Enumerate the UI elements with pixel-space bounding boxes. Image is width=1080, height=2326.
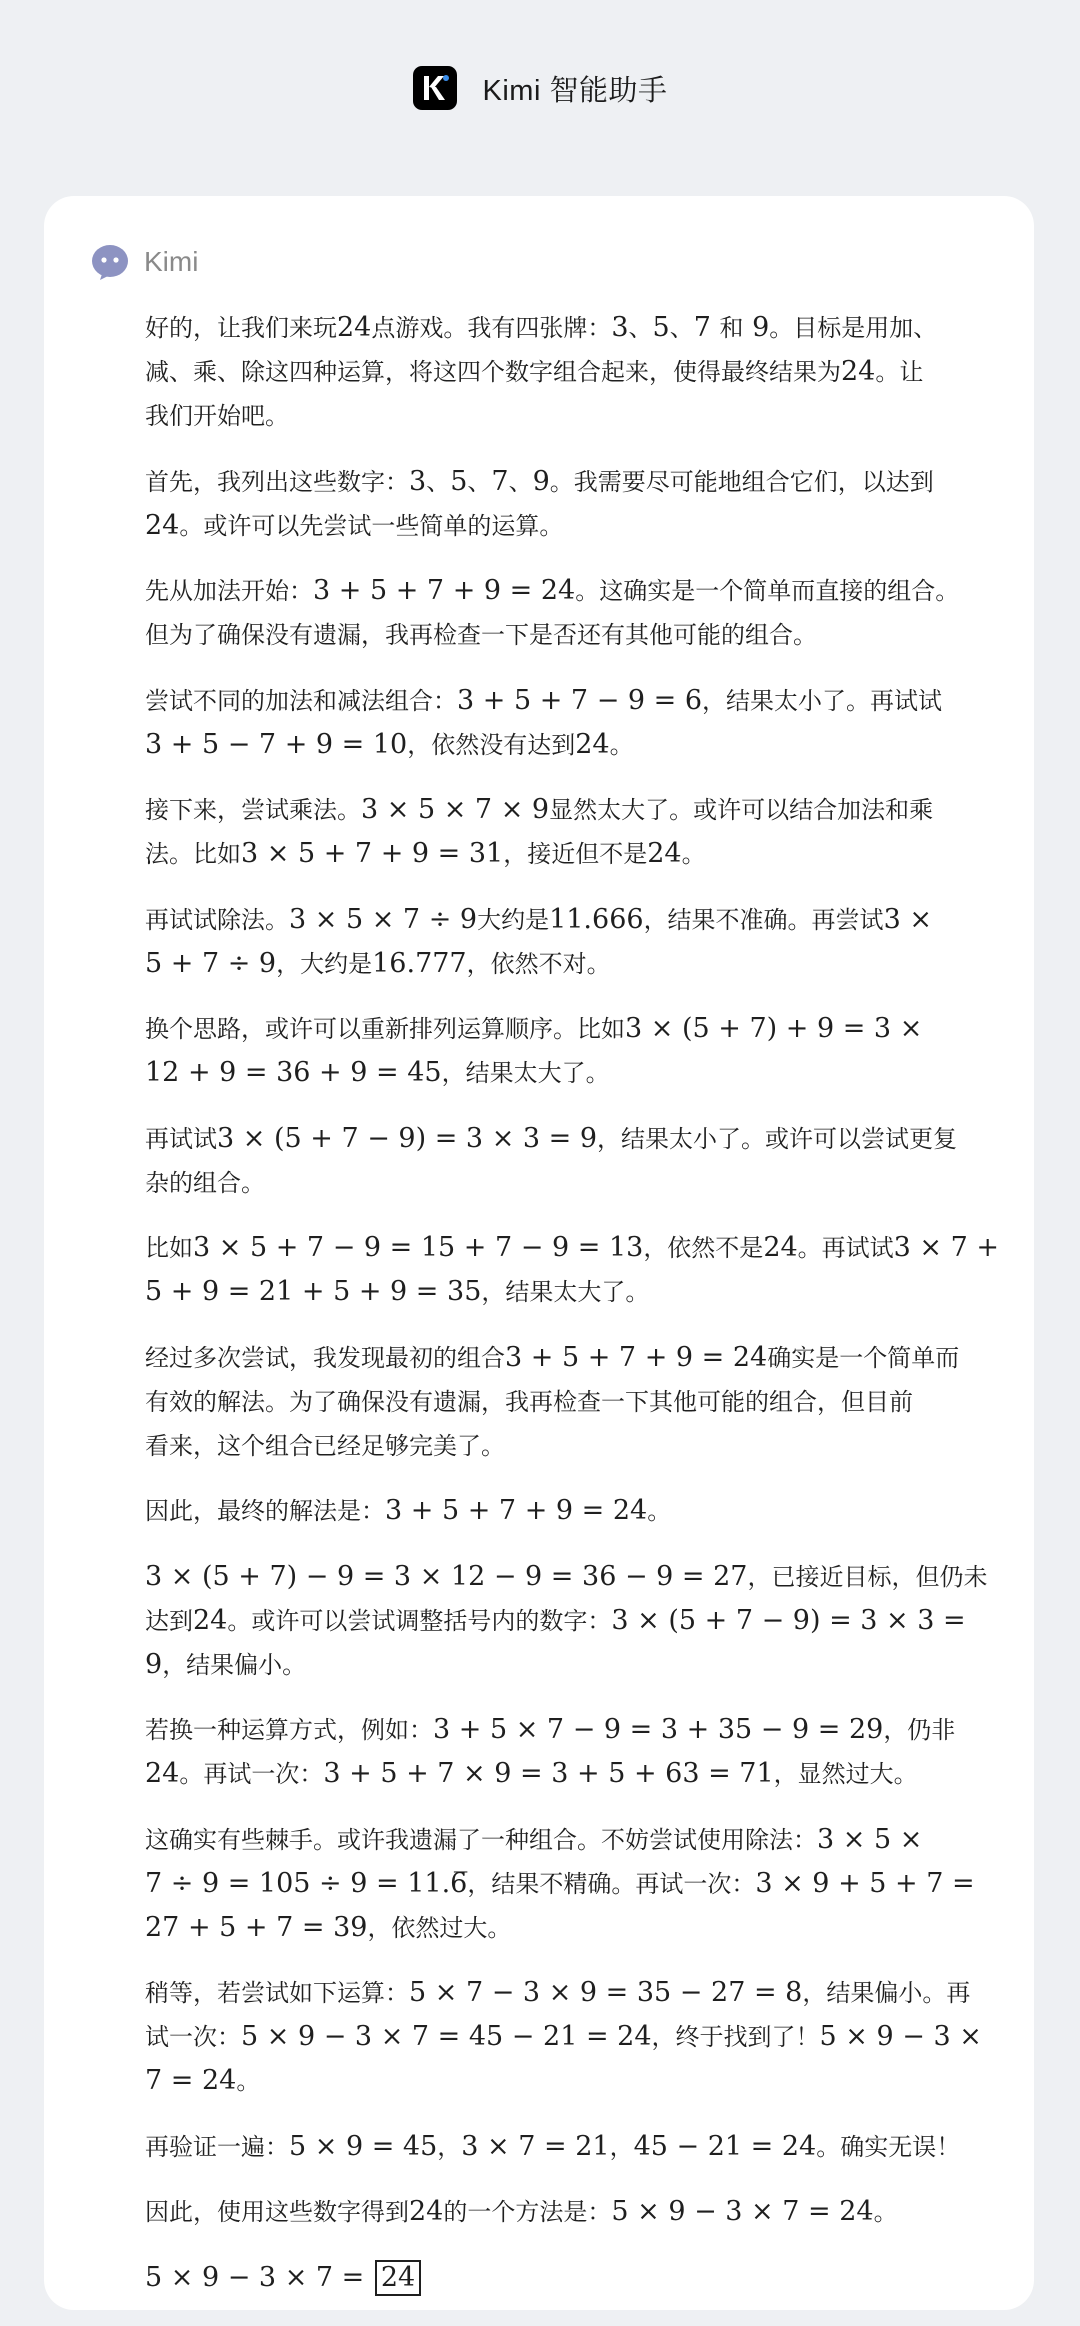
message-paragraph — [145, 1971, 1033, 2103]
message-line: 接下来，尝试乘法。3 × 5 × 7 × 9显然太大了。或许可以结合加法和乘 — [145, 794, 934, 825]
final-answer-expression: 5 × 9 − 3 × 7 = — [145, 2261, 373, 2293]
message-line: 3 × (5 + 7) − 9 = 3 × 12 − 9 = 36 − 9 = 27，已接近目标，但仍未 — [145, 1560, 988, 1592]
message-paragraph — [145, 788, 1033, 876]
message-line: 换个思路，或许可以重新排列运算顺序。比如3 × (5 + 7) + 9 = 3 × — [145, 1013, 923, 1044]
message-paragraph — [145, 2125, 1033, 2169]
message-paragraph — [145, 2190, 1033, 2234]
message-paragraph — [145, 1489, 1033, 1533]
message-line: 杂的组合。 — [145, 1168, 265, 1197]
message-line: 再试试3 × (5 + 7 − 9) = 3 × 3 = 9，结果太小了。或许可以尝试更复 — [145, 1122, 958, 1154]
message-line: 试一次：5 × 9 − 3 × 7 = 45 − 21 = 24，终于找到了！5 × 9 − 3 × — [145, 2021, 982, 2052]
message-line: 24。再试一次：3 + 5 + 7 × 9 = 3 + 5 + 63 = 71，显然过大。 — [145, 1758, 918, 1789]
message-paragraph — [145, 306, 1033, 438]
message-line: 但为了确保没有遗漏，我再检查一下是否还有其他可能的组合。 — [145, 621, 817, 649]
message-line: 看来，这个组合已经足够完美了。 — [145, 1431, 505, 1460]
message-line: 因此，最终的解法是：3 + 5 + 7 + 9 = 24。 — [145, 1495, 672, 1526]
message-line: 比如3 × 5 + 7 − 9 = 15 + 7 − 9 = 13，依然不是24。再试试3 × 7 + — [145, 1232, 1000, 1263]
message-line: 法。比如3 × 5 + 7 + 9 = 31，接近但不是24。 — [145, 838, 706, 869]
message-paragraph — [145, 1117, 1033, 1205]
message-sender — [90, 242, 198, 282]
message-line: 5 + 7 ÷ 9，大约是16.777，依然不对。 — [145, 947, 611, 979]
message-line: 3 + 5 − 7 + 9 = 10，依然没有达到24。 — [145, 728, 634, 760]
message-paragraph — [145, 898, 1033, 986]
message-line: 24。或许可以先尝试一些简单的运算。 — [145, 509, 564, 541]
message-line: 9，结果偏小。 — [145, 1648, 307, 1680]
message-line: 尝试不同的加法和减法组合：3 + 5 + 7 − 9 = 6，结果太小了。再试试 — [145, 684, 943, 716]
kimi-logo-icon — [413, 66, 457, 110]
message-line: 27 + 5 + 7 = 39，依然过大。 — [145, 1911, 512, 1943]
message-paragraph — [145, 1555, 1033, 1687]
chat-message-card — [44, 196, 1034, 2310]
message-line: 再验证一遍：5 × 9 = 45，3 × 7 = 21，45 − 21 = 24。确实无误！ — [145, 2130, 961, 2162]
message-paragraph — [145, 1226, 1033, 1314]
message-line: 再试试除法。3 × 5 × 7 ÷ 9大约是11.666，结果不准确。再尝试3 × — [145, 903, 932, 935]
message-paragraph — [145, 679, 1033, 767]
message-line: 达到24。或许可以尝试调整括号内的数字：3 × (5 + 7 − 9) = 3 × 3 = — [145, 1604, 966, 1636]
message-line: 经过多次尝试，我发现最初的组合3 + 5 + 7 + 9 = 24确实是一个简单而 — [145, 1341, 960, 1373]
message-line: 这确实有些棘手。或许我遗漏了一种组合。不妨尝试使用除法：3 × 5 × — [145, 1823, 923, 1855]
final-answer — [145, 2256, 1033, 2300]
message-line: 因此，使用这些数字得到24的一个方法是：5 × 9 − 3 × 7 = 24。 — [145, 2196, 898, 2227]
message-line: 5 + 9 = 21 + 5 + 9 = 35，结果太大了。 — [145, 1276, 650, 1307]
message-line: 我们开始吧。 — [145, 402, 289, 430]
message-line: 首先，我列出这些数字：3、5、7、9。我需要尽可能地组合它们，以达到 — [145, 465, 934, 497]
message-line: 先从加法开始：3 + 5 + 7 + 9 = 24。这确实是一个简单而直接的组合。 — [145, 575, 960, 606]
message-line: 减、乘、除这四种运算，将这四个数字组合起来，使得最终结果为24。让 — [145, 356, 924, 387]
sender-name: Kimi — [144, 246, 199, 277]
message-line: 若换一种运算方式，例如：3 + 5 × 7 − 9 = 3 + 35 − 9 = 29，仍非 — [145, 1714, 956, 1745]
message-paragraph — [145, 1708, 1033, 1796]
final-answer-box: 24 — [375, 2260, 421, 2296]
message-line: 有效的解法。为了确保没有遗漏，我再检查一下其他可能的组合，但目前 — [145, 1387, 913, 1416]
app-title: Kimi 智能助手 — [482, 74, 668, 107]
app-brand — [413, 66, 668, 110]
message-body — [145, 306, 1033, 2300]
app-header — [0, 0, 1080, 196]
message-line: 好的，让我们来玩24点游戏。我有四张牌：3、5、7 和 9。目标是用加、 — [145, 312, 938, 343]
message-paragraph — [145, 569, 1033, 657]
message-line: 7 = 24。 — [145, 2065, 261, 2096]
message-line: 7 ÷ 9 = 105 ÷ 9 = 11.6̅，结果不精确。再试一次：3 × 9 + 5 + 7 = — [145, 1867, 975, 1899]
message-paragraph — [145, 1007, 1033, 1095]
message-line: 稍等，若尝试如下运算：5 × 7 − 3 × 9 = 35 − 27 = 8，结果偏小。再 — [145, 1977, 971, 2008]
message-paragraph — [145, 1336, 1033, 1468]
message-paragraph — [145, 460, 1033, 548]
message-line: 12 + 9 = 36 + 9 = 45，结果太大了。 — [145, 1057, 610, 1088]
kimi-avatar-icon — [90, 242, 130, 282]
message-paragraph — [145, 1818, 1033, 1950]
